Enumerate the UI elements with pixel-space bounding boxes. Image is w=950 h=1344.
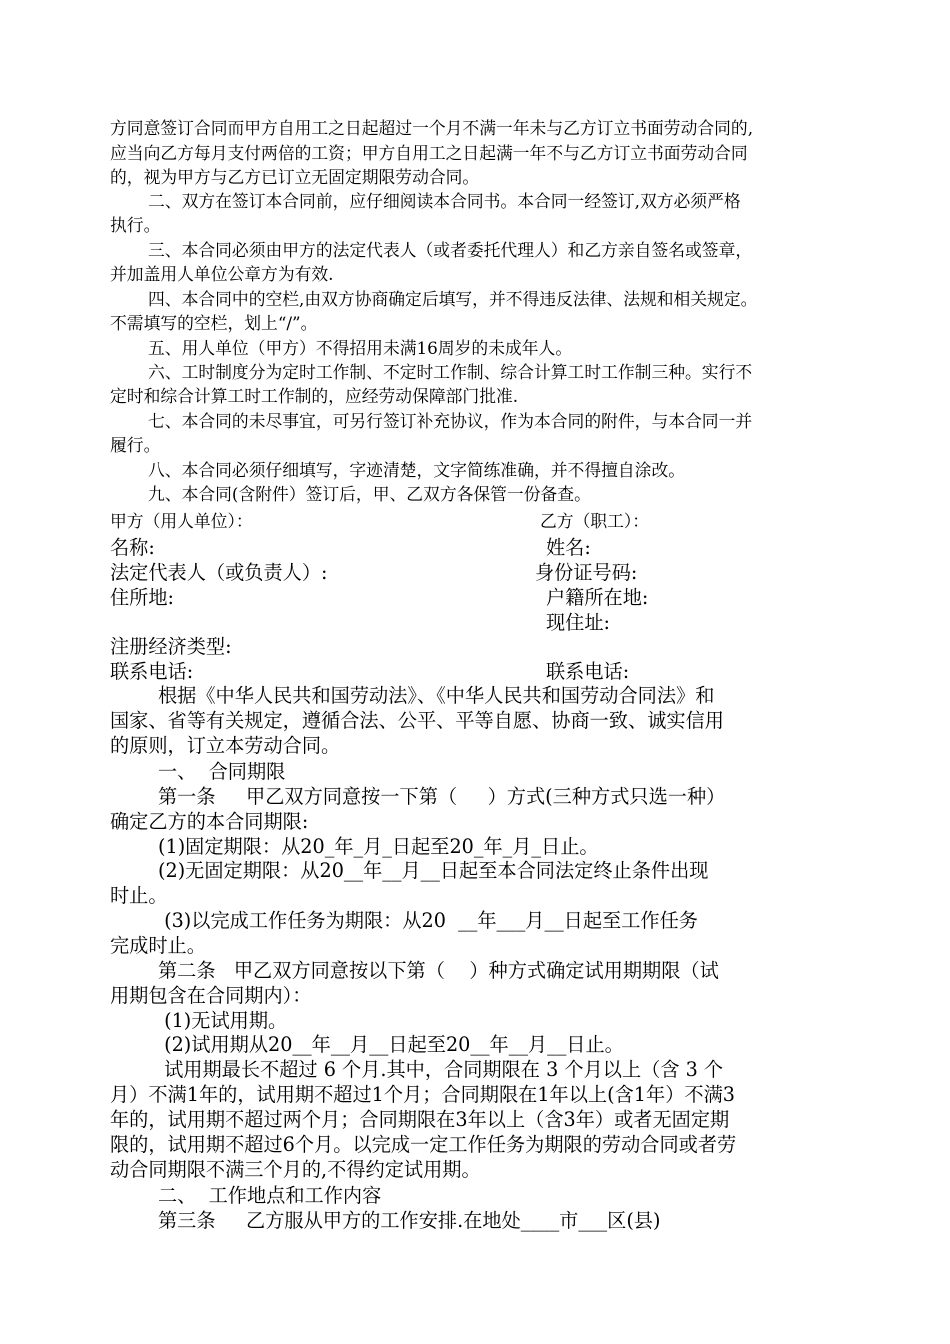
note-item: 定时和综合计算工时工作制的，应经劳动保障部门批准. [110,386,519,406]
party-a-address: 住所地: [110,586,175,609]
section-heading: 一、 合同期限 [158,760,286,783]
note-item: 八、本合同必须仔细填写，字迹清楚，文字简练准确，并不得擅自涂改。 [148,460,686,480]
party-a-name: 名称: [110,536,155,559]
party-a-phone: 联系电话: [110,660,194,683]
note-item: 不需填写的空栏，划上“/”。 [110,313,318,333]
party-b-current-address: 现住址: [546,611,611,634]
trial-rule-line: 试用期最长不超过 6 个月.其中，合同期限在 3 个月以上（含 3 个 [158,1058,724,1081]
term-option-task: (3)以完成工作任务为期限：从20 __年___月__日起至工作任务 [158,909,698,932]
note-item: 三、本合同必须由甲方的法定代表人（或者委托代理人）和乙方亲自签名或签章， [148,240,753,260]
party-b-label: 乙方（职工）： [540,511,650,531]
note-item: 并加盖用人单位公章方为有效. [110,264,334,284]
preamble-line: 根据《中华人民共和国劳动法》、《中华人民共和国劳动合同法》和 [158,684,715,707]
term-option-open-ended: 时止。 [110,884,168,907]
term-option-open-ended: (2)无固定期限：从20__年__月__日起至本合同法定终止条件出现 [158,859,709,882]
note-item: 执行。 [110,215,161,235]
note-line: 应当向乙方每月支付两倍的工资；甲方自用工之日起满一年不与乙方订立书面劳动合同 [110,143,748,163]
trial-rule-line: 限的，试用期不超过6个月。以完成一定工作任务为期限的劳动合同或者劳 [110,1133,737,1156]
trial-option: (1)无试用期。 [158,1009,288,1032]
note-item: 七、本合同的未尽事宜，可另行签订补充协议，作为本合同的附件，与本合同一并 [148,411,753,431]
term-option-task: 完成时止。 [110,934,206,957]
party-b-id-number: 身份证号码: [535,561,638,584]
party-a-representative: 法定代表人（或负责人）: [110,561,328,584]
article-3-line: 第三条 乙方服从甲方的工作安排.在地处____市___区(县) [158,1209,661,1232]
party-a-economic-type: 注册经济类型: [110,635,232,658]
note-item: 履行。 [110,435,161,455]
party-b-phone: 联系电话: [546,660,630,683]
party-b-name: 姓名: [546,536,591,559]
term-option-fixed: (1)固定期限：从20_年_月_日起至20_年_月_日止。 [158,835,599,858]
trial-rule-line: 年的，试用期不超过两个月；合同期限在3年以上（含3年）或者无固定期 [110,1108,730,1131]
note-item: 六、工时制度分为定时工作制、不定时工作制、综合计算工时工作制三种。实行不 [148,362,753,382]
party-a-label: 甲方（用人单位）： [110,511,253,531]
party-b-hukou: 户籍所在地: [546,586,649,609]
trial-rule-line: 动合同期限不满三个月的,不得约定试用期。 [110,1158,481,1181]
note-line: 的，视为甲方与乙方已订立无固定期限劳动合同。 [110,167,480,187]
note-item: 五、用人单位（甲方）不得招用未满16周岁的未成年人。 [148,338,573,358]
note-line: 方同意签订合同而甲方自用工之日起超过一个月不满一年未与乙方订立书面劳动合同的, [110,118,754,138]
article-2-line: 第二条 甲乙双方同意按以下第（ ）种方式确定试用期期限（试 [158,959,719,982]
note-item: 二、双方在签订本合同前，应仔细阅读本合同书。本合同一经签订,双方必须严格 [148,191,741,211]
note-item: 四、本合同中的空栏,由双方协商确定后填写，并不得违反法律、法规和相关规定。 [148,289,758,309]
note-item: 九、本合同(含附件）签订后，甲、乙双方各保管一份备查。 [148,484,591,504]
section-heading: 二、 工作地点和工作内容 [158,1184,382,1207]
article-1-line: 第一条 甲乙双方同意按一下第（ ）方式(三种方式只选一种） [158,785,726,808]
trial-option: (2)试用期从20__年__月__日起至20__年__月__日止。 [158,1033,624,1056]
article-2-line: 用期包含在合同期内）： [110,984,312,1007]
preamble-line: 国家、省等有关规定，遵循合法、公平、平等自愿、协商一致、诚实信用 [110,709,724,732]
trial-rule-line: 月）不满1年的，试用期不超过1个月；合同期限在1年以上(含1年）不满3 [110,1083,735,1106]
article-1-line: 确定乙方的本合同期限: [110,810,309,833]
preamble-line: 的原则，订立本劳动合同。 [110,734,341,757]
